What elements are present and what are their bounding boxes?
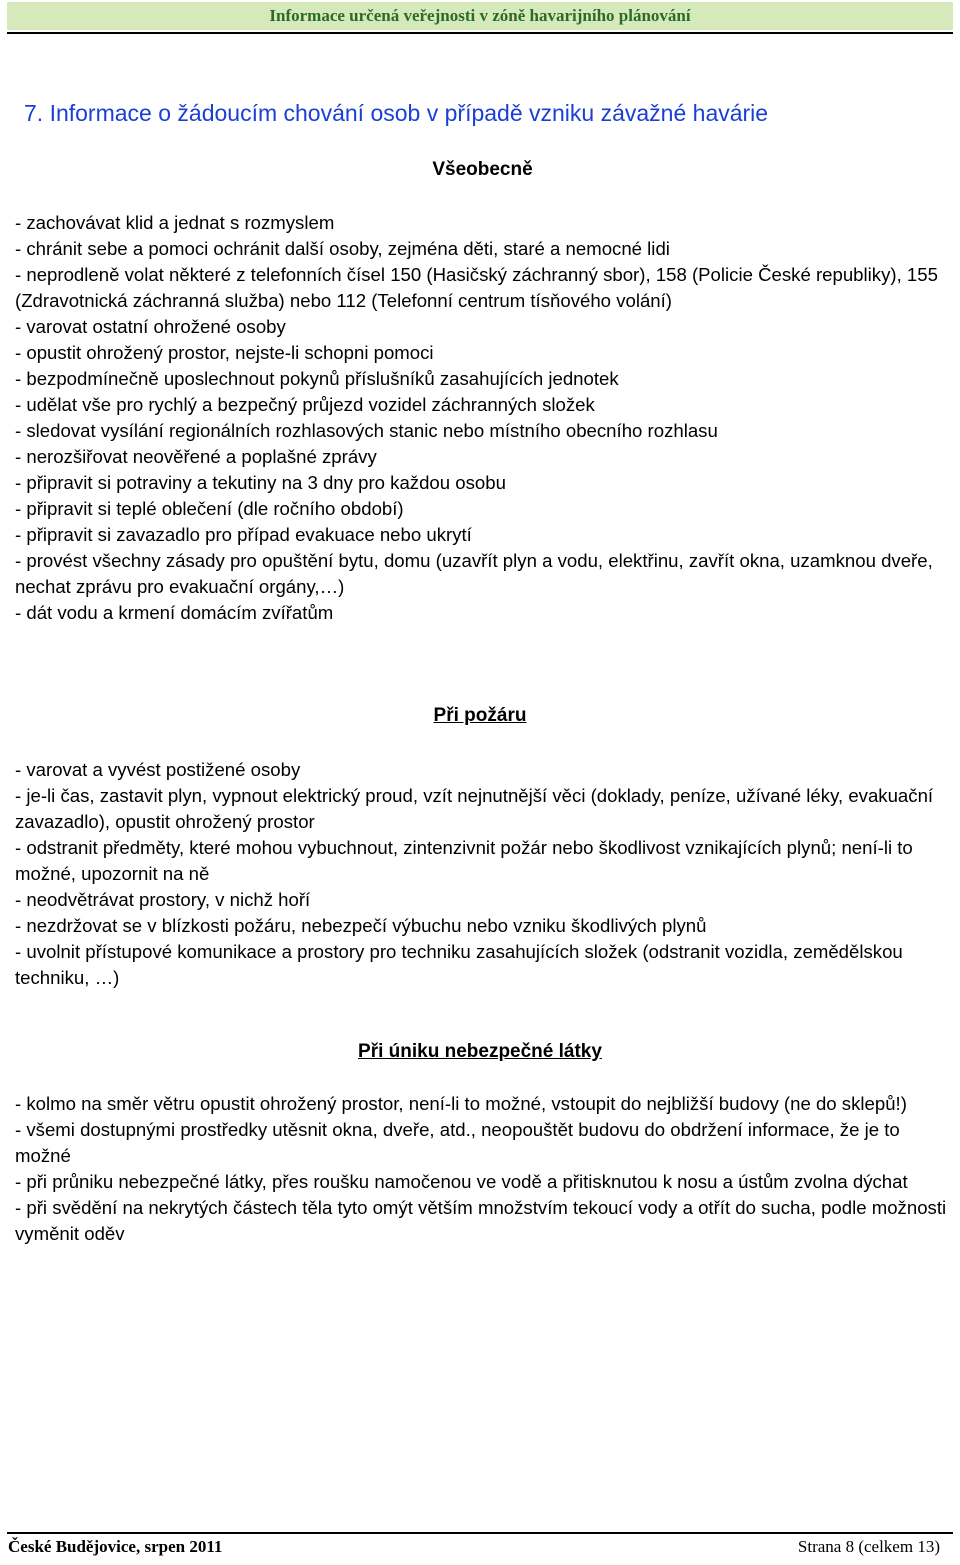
list-item: - kolmo na směr větru opustit ohrožený prostor, není-li to možné, vstoupit do nejbližší budovy (ne do sklepů!) <box>15 1093 907 1114</box>
list-item: - všemi dostupnými prostředky utěsnit okna, dveře, atd., neopouštět budovu do obdržení informace, že je to možné <box>15 1119 900 1166</box>
list-item: - uvolnit přístupové komunikace a prostory pro techniku zasahujících složek (odstranit vozidla, zemědělskou techniku, …) <box>15 941 903 988</box>
list-item: - varovat ostatní ohrožené osoby <box>15 316 286 337</box>
list-item: - bezpodmínečně uposlechnout pokynů příslušníků zasahujících jednotek <box>15 368 619 389</box>
list-item: - zachovávat klid a jednat s rozmyslem <box>15 212 335 233</box>
page-header <box>7 2 953 30</box>
list-item: - sledovat vysílání regionálních rozhlasových stanic nebo místního obecního rozhlasu <box>15 420 718 441</box>
list-item: - udělat vše pro rychlý a bezpečný průjezd vozidel záchranných složek <box>15 394 595 415</box>
list-item: - při průniku nebezpečné látky, přes roušku namočenou ve vodě a přitisknutou k nosu a ústům zvolna dýchat <box>15 1171 908 1192</box>
list-item: - varovat a vyvést postižené osoby <box>15 759 301 780</box>
footer-rule <box>7 1532 953 1534</box>
section-heading-hazardous-leak: Při úniku nebezpečné látky <box>358 1041 602 1062</box>
list-item: - dát vodu a krmení domácím zvířatům <box>15 602 334 623</box>
list-item: - připravit si zavazadlo pro případ evakuace nebo ukrytí <box>15 524 472 545</box>
list-item: - připravit si teplé oblečení (dle ročního období) <box>15 498 404 519</box>
list-item: - odstranit předměty, které mohou vybuchnout, zintenzivnit požár nebo škodlivost vznikajících plynů; není-li to možné, upozornit na ně <box>15 837 913 884</box>
footer-place-date: České Budějovice, srpen 2011 <box>8 1537 223 1556</box>
list-item: - provést všechny zásady pro opuštění bytu, domu (uzavřít plyn a vodu, elektřinu, zavřít okna, uzamknou dveře, nechat zprávu pro evakuační orgány,…) <box>15 550 933 597</box>
page-title: 7. Informace o žádoucím chování osob v případě vzniku závažné havárie <box>24 100 769 126</box>
list-item: - nerozšiřovat neověřené a poplašné zprávy <box>15 446 377 467</box>
list-item: - je-li čas, zastavit plyn, vypnout elektrický proud, vzít nejnutnější věci (doklady, peníze, užívané léky, evakuační zavazadlo), opustit ohrožený prostor <box>15 785 934 832</box>
section-heading-general: Všeobecně <box>432 159 533 180</box>
section-list-hazardous-leak <box>15 1091 950 1247</box>
list-item: - nezdržovat se v blízkosti požáru, nebezpečí výbuchu nebo vzniku škodlivých plynů <box>15 915 707 936</box>
list-item: - neprodleně volat některé z telefonních čísel 150 (Hasičský záchranný sbor), 158 (Policie České republiky), 155 (Zdravotnická záchranná služba) nebo 112 (Telefonní centrum tísňového volání) <box>15 264 938 311</box>
list-item: - neodvětrávat prostory, v nichž hoří <box>15 889 311 910</box>
footer-page-number: Strana 8 (celkem 13) <box>797 1537 940 1556</box>
list-item: - připravit si potraviny a tekutiny na 3 dny pro každou osobu <box>15 472 506 493</box>
list-item: - při svědění na nekrytých částech těla tyto omýt větším množstvím tekoucí vody a otřít do sucha, podle možnosti vyměnit oděv <box>15 1197 947 1244</box>
section-list-general <box>15 210 950 626</box>
header-rule <box>7 32 953 34</box>
list-item: - chránit sebe a pomoci ochránit další osoby, zejména děti, staré a nemocné lidi <box>15 238 670 259</box>
header-text: Informace určená veřejnosti v zóně havarijního plánování <box>269 6 691 25</box>
section-list-fire <box>15 757 950 991</box>
list-item: - opustit ohrožený prostor, nejste-li schopni pomoci <box>15 342 434 363</box>
section-heading-fire: Při požáru <box>433 705 527 726</box>
